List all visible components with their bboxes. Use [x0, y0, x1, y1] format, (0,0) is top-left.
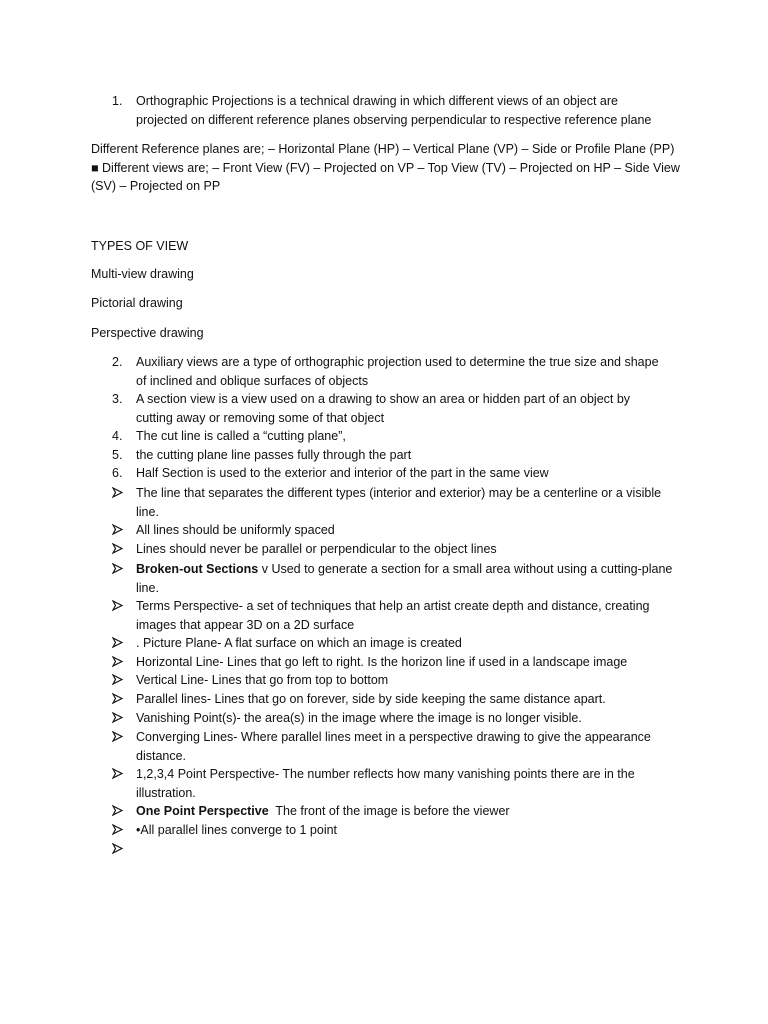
bullet-item — [136, 802, 696, 821]
list-item-2 — [112, 353, 696, 390]
arrow-bullet-icon — [112, 731, 123, 742]
bullet-text-line: images that appear 3D on a 2D surface — [136, 617, 355, 632]
bullet-text-line — [136, 560, 696, 579]
list-item-text-line: The cut line is called a “cutting plane”, — [136, 429, 346, 443]
bullet-text-line: Terms Perspective- a set of techniques that help an artist create depth and distance, creating — [136, 599, 650, 613]
bullet-text-line: All lines should be uniformly spaced — [136, 523, 335, 537]
list-item-text-line: projected on different reference planes observing perpendicular to respective reference plane — [136, 112, 652, 127]
bullet-text-line: illustration. — [136, 785, 196, 800]
list-item-6 — [112, 464, 696, 483]
arrow-bullet-icon — [112, 693, 123, 704]
list-number: 4. — [112, 429, 123, 443]
arrow-bullet-icon — [112, 824, 123, 835]
arrow-bullet-icon — [112, 768, 123, 779]
bold-term: One Point Perspective — [136, 804, 269, 818]
list-item-text-line: Orthographic Projections is a technical drawing in which different views of an object are — [136, 94, 618, 108]
bullet-text-line: line. — [136, 580, 159, 595]
bullet-item — [136, 560, 696, 597]
list-item-text-line: Half Section is used to the exterior and interior of the part in the same view — [136, 466, 549, 480]
list-number: 1. — [112, 94, 123, 108]
bullet-item — [136, 765, 696, 802]
bullet-text-line: distance. — [136, 748, 187, 763]
arrow-bullet-icon — [112, 524, 123, 535]
list-item-text-line: A section view is a view used on a drawing to show an area or hidden part of an object by — [136, 392, 631, 406]
list-number: 5. — [112, 448, 123, 462]
paragraph-line: (SV) – Projected on PP — [91, 179, 221, 193]
bullet-text-line: Vertical Line- Lines that go from top to bottom — [136, 673, 389, 687]
bullet-item — [136, 690, 696, 709]
bold-term: Broken-out Sections — [136, 562, 259, 576]
bullet-text-line: Lines should never be parallel or perpendicular to the object lines — [136, 542, 497, 556]
arrow-bullet-icon — [112, 543, 123, 554]
bullet-item — [136, 540, 696, 559]
bullet-text-line: . Picture Plane- A flat surface on which an image is created — [136, 636, 462, 650]
bullet-text-line: line. — [136, 504, 159, 519]
bullet-text-line — [136, 802, 696, 821]
bullet-item — [136, 634, 696, 653]
arrow-bullet-icon — [112, 600, 123, 611]
bullet-item — [136, 521, 696, 540]
list-item-text-line: cutting away or removing some of that object — [136, 410, 385, 425]
arrow-bullet-icon — [112, 487, 123, 498]
reference-planes-paragraph — [91, 140, 691, 196]
bullet-item — [136, 728, 696, 765]
bullet-text-line: •All parallel lines converge to 1 point — [136, 823, 338, 837]
bullet-item — [136, 821, 696, 840]
list-item-5 — [112, 446, 696, 465]
arrow-bullet-icon — [112, 637, 123, 648]
bullet-item — [136, 709, 696, 728]
paragraph-line: ■ Different views are; – Front View (FV) – Projected on VP – Top View (TV) – Projected on HP – Side View — [91, 160, 680, 175]
list-item-3 — [112, 390, 696, 427]
list-item-text-line: of inclined and oblique surfaces of objects — [136, 373, 369, 388]
type-item: Pictorial drawing — [91, 296, 183, 310]
arrow-bullet-icon — [112, 712, 123, 723]
arrow-bullet-icon — [112, 563, 123, 574]
bullet-text: v Used to generate a section for a small area without using a cutting-plane — [258, 562, 673, 576]
bullet-text-line: Converging Lines- Where parallel lines meet in a perspective drawing to give the appearance — [136, 730, 651, 744]
list-number: 2. — [112, 355, 123, 369]
bullet-text-line: 1,2,3,4 Point Perspective- The number reflects how many vanishing points there are in the — [136, 767, 635, 781]
bullet-item — [136, 597, 696, 634]
paragraph-line: Different Reference planes are; – Horizontal Plane (HP) – Vertical Plane (VP) – Side or Profile Plane (PP) — [91, 142, 675, 156]
bullet-text-line: Horizontal Line- Lines that go left to right. Is the horizon line if used in a landscape image — [136, 655, 628, 669]
list-item-text-line: Auxiliary views are a type of orthographic projection used to determine the true size and shape — [136, 355, 659, 369]
list-item-4 — [112, 427, 696, 446]
bullet-text-line: Parallel lines- Lines that go on forever, side by side keeping the same distance apart. — [136, 692, 606, 706]
bullet-text-line: Vanishing Point(s)- the area(s) in the image where the image is no longer visible. — [136, 711, 582, 725]
arrow-bullet-icon — [112, 843, 123, 854]
arrow-bullet-icon — [112, 674, 123, 685]
type-item: Multi-view drawing — [91, 267, 194, 281]
types-heading: TYPES OF VIEW — [91, 239, 189, 253]
list-item-1 — [112, 92, 696, 129]
arrow-bullet-icon — [112, 656, 123, 667]
bullet-text-line: The line that separates the different types (interior and exterior) may be a centerline or a visible — [136, 486, 662, 500]
arrow-bullet-icon — [112, 805, 123, 816]
list-item-text-line: the cutting plane line passes fully through the part — [136, 448, 412, 462]
list-number: 6. — [112, 466, 123, 480]
list-number: 3. — [112, 392, 123, 406]
type-item: Perspective drawing — [91, 326, 204, 340]
bullet-item — [136, 671, 696, 690]
bullet-item — [136, 484, 696, 521]
bullet-item — [136, 653, 696, 672]
bullet-text: The front of the image is before the viewer — [268, 804, 510, 818]
